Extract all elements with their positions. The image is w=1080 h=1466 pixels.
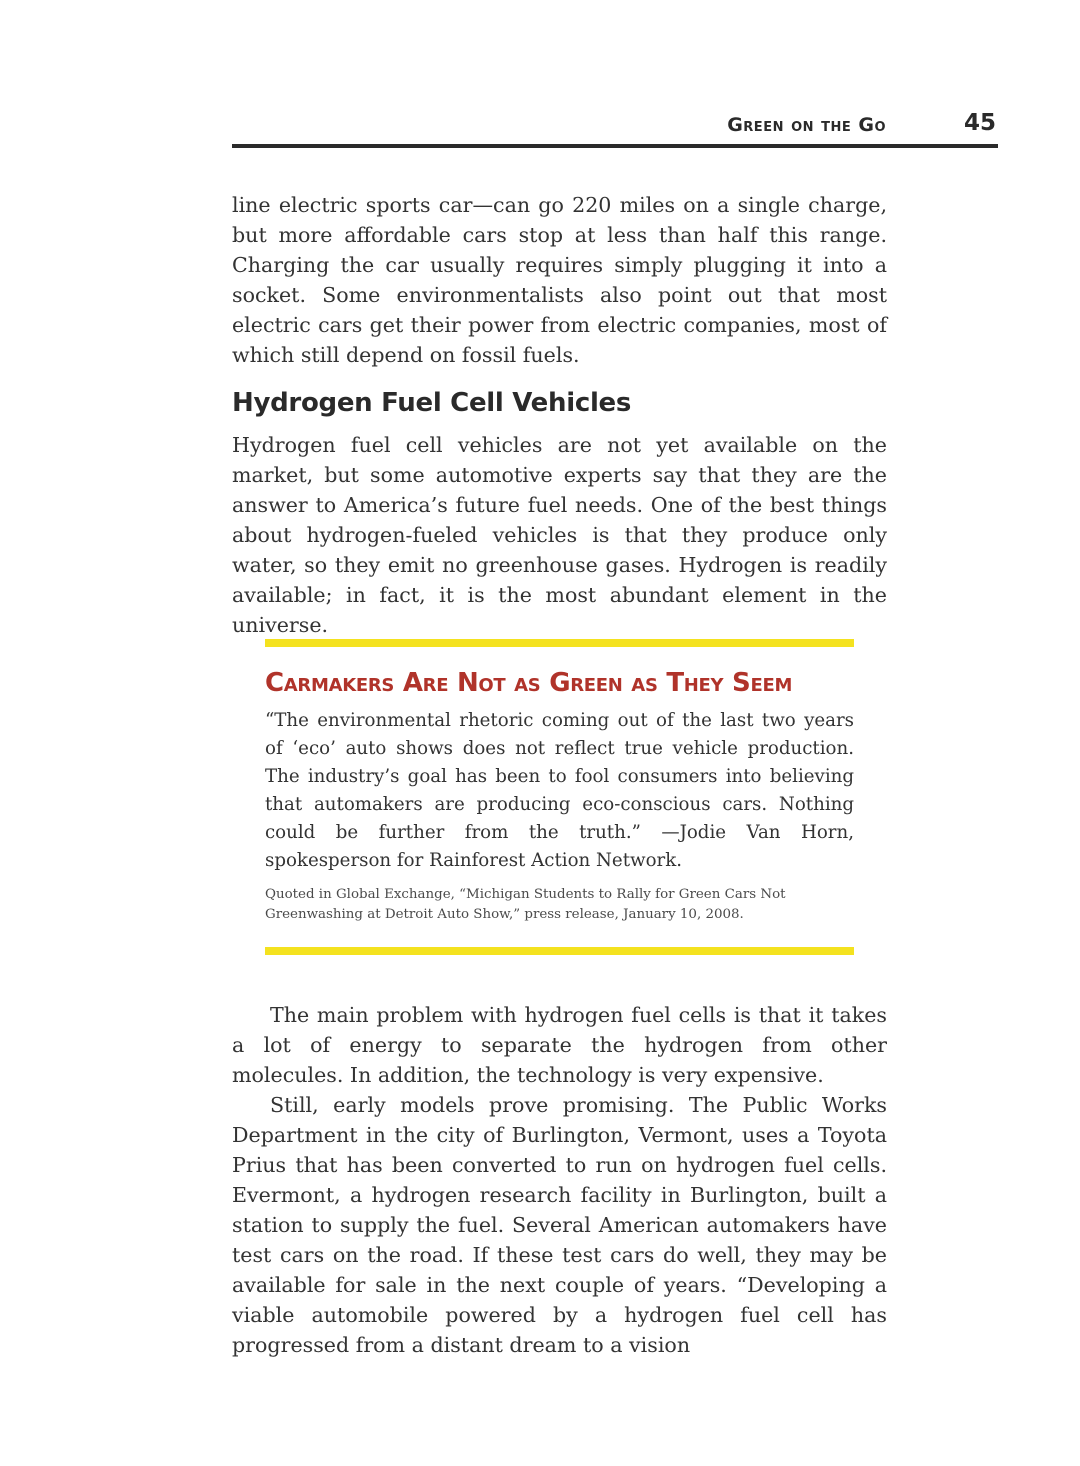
paragraph-hydrogen-vehicles: Hydrogen fuel cell vehicles are not yet available on the market, but some automotive experts say that they are the answer to America’s future fuel needs. One of the best things about hydrogen-fueled vehicles is that they produce only water, so they emit no greenhouse gases. Hydrogen is readily available; in fact, it is the most abundant element in the universe. bbox=[232, 433, 887, 637]
sidebar-top-rule bbox=[265, 639, 854, 647]
section-heading: Hydrogen Fuel Cell Vehicles bbox=[232, 388, 632, 418]
sidebar-source-citation: Quoted in Global Exchange, “Michigan Students to Rally for Green Cars Not Greenwashing at Detroit Auto Show,” press release, January 10, 2008. bbox=[265, 887, 786, 922]
running-title: Green on the Go bbox=[727, 114, 886, 136]
paragraph-early-models: Still, early models prove promising. The Public Works Department in the city of Burlington, Vermont, uses a Toyota Prius that has been converted to run on hydrogen fuel cells. Evermont, a hydrogen research facility in Burlington, built a station to supply the fuel. Several American automakers have test cars on the road. If these test cars do well, they may be available for sale in the next couple of years. “Developing a viable automobile powered by a hydrogen fuel cell has progressed from a distant dream to a vision bbox=[232, 1093, 887, 1357]
body-text-intro bbox=[232, 190, 887, 370]
sidebar-title: Carmakers Are Not as Green as They Seem bbox=[265, 668, 793, 698]
body-text-continued bbox=[232, 1000, 887, 1360]
page-number: 45 bbox=[963, 110, 996, 136]
sidebar-quote: “The environmental rhetoric coming out of the last two years of ‘eco’ auto shows does not reflect true vehicle production. The industry’s goal has been to fool consumers into believing that automakers are producing eco-conscious cars. Nothing could be further from the truth.” —Jodie Van Horn, spokesperson for Rainforest Action Network. bbox=[265, 710, 854, 871]
paragraph-electric-cars: line electric sports car—can go 220 miles on a single charge, but more affordable cars stop at less than half this range. Charging the car usually requires simply plugging it into a socket. Some environmentalists also point out that most electric cars get their power from electric companies, most of which still depend on fossil fuels. bbox=[232, 193, 887, 367]
sidebar-bottom-rule bbox=[265, 947, 854, 955]
paragraph-main-problem: The main problem with hydrogen fuel cells is that it takes a lot of energy to separate the hydrogen from other molecules. In addition, the technology is very expensive. bbox=[232, 1003, 887, 1087]
running-header bbox=[232, 112, 998, 148]
body-text-hydrogen bbox=[232, 430, 887, 640]
